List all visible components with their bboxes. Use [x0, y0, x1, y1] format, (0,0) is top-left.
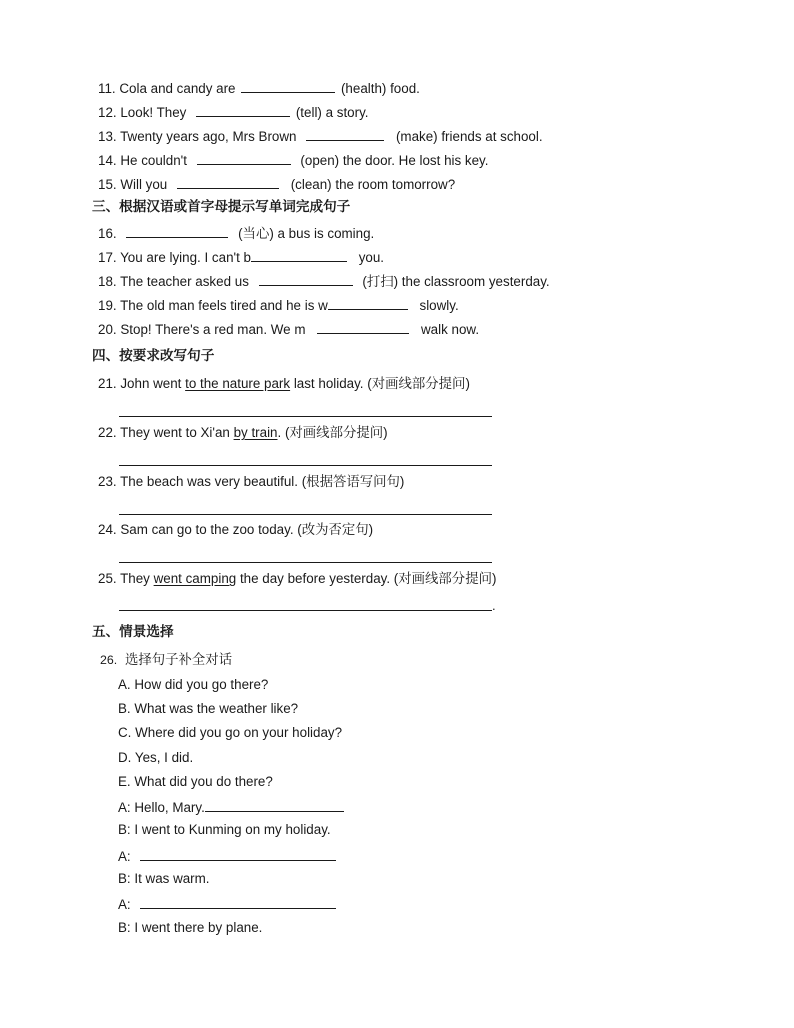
answer-line[interactable] [119, 416, 492, 417]
question-text: Twenty years ago, Mrs Brown [120, 129, 297, 144]
question-text: you. [358, 250, 385, 265]
answer-blank[interactable] [126, 223, 228, 238]
question-text: Sam can go to the zoo today. (改为否定句) [120, 522, 374, 537]
answer-line[interactable] [119, 465, 492, 466]
underlined-phrase: to the nature park [185, 376, 291, 391]
question-number: 12. [98, 105, 117, 120]
question-18 [98, 271, 550, 291]
question-23 [98, 473, 404, 491]
question-number: 26. [100, 653, 118, 667]
question-text: (打扫) the classroom yesterday. [362, 274, 550, 289]
option-e: E. What did you do there? [118, 774, 273, 789]
question-text: The teacher asked us [120, 274, 249, 289]
option-c: C. Where did you go on your holiday? [118, 725, 343, 740]
question-text: last holiday. (对画线部分提问) [290, 376, 470, 391]
question-text: (clean) the room tomorrow? [290, 177, 456, 192]
question-text: Cola and candy are [119, 81, 236, 96]
answer-blank[interactable] [251, 247, 347, 262]
end-period: . [492, 598, 496, 613]
question-20 [98, 319, 479, 339]
question-text: Will you [120, 177, 168, 192]
answer-blank[interactable] [197, 150, 291, 165]
question-text: He couldn't [120, 153, 187, 168]
question-text: John went [120, 376, 186, 391]
question-13 [98, 126, 543, 146]
answer-blank[interactable] [140, 846, 336, 861]
question-number: 25. [98, 571, 117, 586]
question-number: 20. [98, 322, 117, 337]
answer-blank[interactable] [205, 797, 344, 812]
question-19 [98, 295, 459, 315]
dialogue-line: B: I went there by plane. [118, 920, 263, 935]
answer-blank[interactable] [317, 319, 409, 334]
question-22 [98, 424, 388, 442]
answer-line[interactable] [119, 562, 492, 563]
question-26 [100, 651, 232, 669]
question-text: (health) food. [340, 81, 420, 96]
question-15 [98, 174, 455, 194]
dialogue-line: B: It was warm. [118, 871, 210, 886]
question-14 [98, 150, 488, 170]
option-a: A. How did you go there? [118, 677, 269, 692]
answer-line[interactable] [119, 610, 492, 611]
question-text: . (对画线部分提问) [277, 425, 388, 440]
question-text: They [120, 571, 154, 586]
dialogue-text: A: [118, 849, 131, 864]
question-number: 15. [98, 177, 117, 192]
question-text: Stop! There's a red man. We m [120, 322, 306, 337]
option-d: D. Yes, I did. [118, 750, 194, 765]
question-number: 24. [98, 522, 117, 537]
question-number: 23. [98, 474, 117, 489]
underlined-phrase: went camping [153, 571, 237, 586]
question-text: The old man feels tired and he is w [120, 298, 328, 313]
answer-blank[interactable] [140, 894, 336, 909]
dialogue-line [118, 797, 346, 817]
answer-line[interactable] [119, 514, 492, 515]
question-text: (make) friends at school. [395, 129, 543, 144]
dialogue-text: A: Hello, Mary. [118, 800, 205, 815]
option-b: B. What was the weather like? [118, 701, 299, 716]
question-number: 22. [98, 425, 117, 440]
question-number: 13. [98, 129, 117, 144]
question-number: 14. [98, 153, 117, 168]
answer-blank[interactable] [328, 295, 408, 310]
question-text: the day before yesterday. (对画线部分提问) [236, 571, 497, 586]
question-text: Look! They [120, 105, 187, 120]
dialogue-text: A: [118, 897, 131, 912]
dialogue-line [118, 894, 338, 914]
answer-blank[interactable] [259, 271, 353, 286]
question-11 [98, 78, 420, 98]
answer-blank[interactable] [177, 174, 279, 189]
question-text: walk now. [420, 322, 480, 337]
underlined-phrase: by train [233, 425, 278, 440]
question-number: 19. [98, 298, 117, 313]
question-25 [98, 570, 496, 588]
question-text: (open) the door. He lost his key. [300, 153, 489, 168]
question-text: (tell) a story. [295, 105, 369, 120]
question-number: 11. [98, 81, 116, 96]
dialogue-line: B: I went to Kunming on my holiday. [118, 822, 331, 837]
question-24 [98, 521, 373, 539]
answer-blank[interactable] [306, 126, 384, 141]
dialogue-line [118, 846, 338, 866]
question-text: slowly. [419, 298, 459, 313]
question-16 [98, 223, 374, 243]
question-12 [98, 102, 369, 122]
section-title: 五、情景选择 [92, 624, 174, 639]
section-title: 三、根据汉语或首字母提示写单词完成句子 [92, 199, 351, 214]
question-text: (当心) a bus is coming. [238, 226, 375, 241]
question-21 [98, 375, 470, 393]
answer-blank[interactable] [196, 102, 290, 117]
question-text: They went to Xi'an [120, 425, 234, 440]
question-number: 21. [98, 376, 117, 391]
question-17 [98, 247, 384, 267]
question-instruction: 选择句子补全对话 [124, 652, 233, 667]
section-title: 四、按要求改写句子 [92, 348, 215, 363]
question-number: 17. [98, 250, 117, 265]
question-text: You are lying. I can't b [120, 250, 251, 265]
question-number: 16. [98, 226, 117, 241]
question-text: The beach was very beautiful. (根据答语写问句) [120, 474, 405, 489]
answer-blank[interactable] [241, 78, 335, 93]
question-number: 18. [98, 274, 117, 289]
